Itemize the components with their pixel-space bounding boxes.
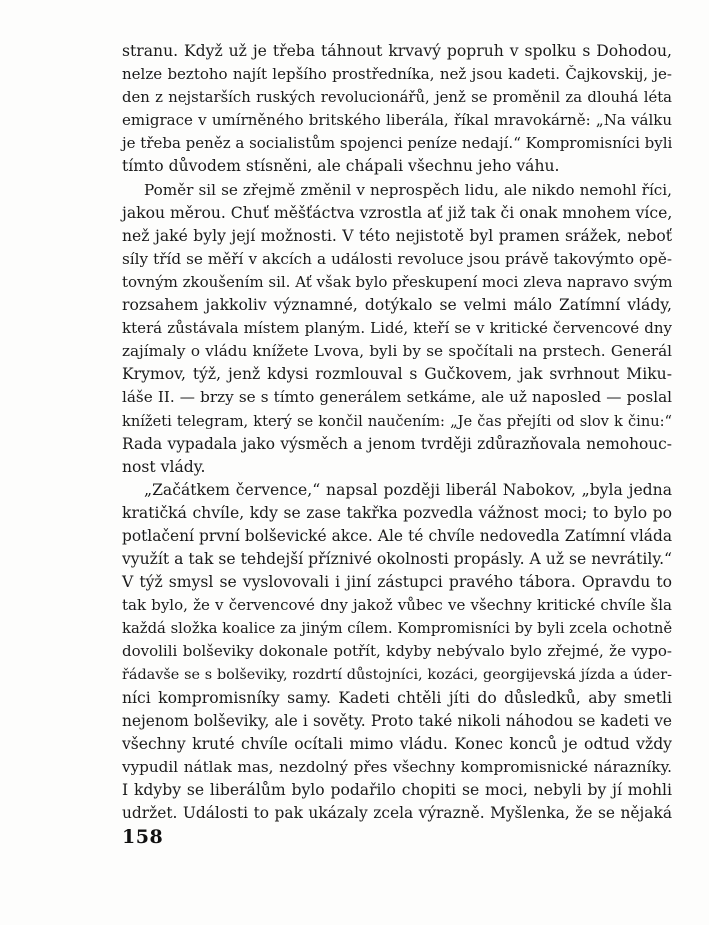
text-line: rozsahem jakkoliv významné, dotýkalo se velmi málo Zatímní vlády, [122,296,672,315]
text-line: vypudil nátlak mas, nezdolný přes všechny kompromisnické nárazníky. [122,757,672,776]
text-line: řádavše se s bolševiky, rozdrtí důstojníci, kozáci, georgijevská jízda a úder- [122,666,672,683]
text-line: nelze beztoho najít lepšího prostředníka, než jsou kadeti. Čajkovskij, je- [122,65,672,84]
text-line: síly tříd se měří v akcích a události revoluce jsou právě takovýmto opě- [122,249,672,268]
body-text [122,40,672,825]
text-line: je třeba peněz a socialistům spojenci peníze nedají.“ Kompromisníci byli [122,134,673,153]
text-line: Rada vypadala jako výsměch a jenom tvrději zdůrazňovala nemohouc- [122,434,672,453]
page-number: 158 [122,826,164,848]
text-line: tak bylo, že v červencové dny jakož vůbec ve všechny kritické chvíle šla [122,596,672,615]
text-line: láše II. — brzy se s tímto generálem setkáme, ale už naposled — poslal [122,388,672,407]
text-line: jakou měrou. Chuť měšťáctva vzrostla ať již tak či onak mnohem více, [122,203,673,222]
text-line: kratičká chvíle, kdy se zase takřka pozvedla vážnost moci; to bylo po [122,503,672,522]
text-line: emigrace v umírněného britského liberála, říkal mravokárně: „Na válku [122,111,672,130]
text-line: všechny kruté chvíle ocítali mimo vládu. Konec konců je odtud vždy [122,734,672,753]
text-line: využít a tak se tehdejší příznivé okolnosti propásly. A už se nevrátily.“ [122,550,672,569]
text-line: V týž smysl se vyslovovali i jiní zástupci pravého tábora. Opravdu to [122,573,672,592]
text-line: dovolili bolševiky dokonale potřít, kdyby nebývalo bylo zřejmé, že vypo- [122,642,672,661]
text-line: Krymov, týž, jenž kdysi rozmlouval s Gučkovem, jak svrhnout Miku- [122,365,672,384]
text-line: než jaké byly její možnosti. V této nejistotě byl pramen srážek, neboť [122,226,672,245]
text-line: I kdyby se liberálům bylo podařilo chopiti se moci, nebyli by jí mohli [122,781,672,799]
text-line: nejenom bolševiky, ale i sověty. Proto také nikoli náhodou se kadeti ve [122,711,672,730]
text-line: tímto důvodem stísněni, ale chápali všechnu jeho váhu. [122,157,560,176]
text-line: knížeti telegram, který se končil naučením: „Je čas přejíti od slov k činu:“ [122,412,672,430]
text-line: den z nejstarších ruských revolucionářů, jenž se proměnil za dlouhá léta [122,89,672,107]
text-line: stranu. Když už je třeba táhnout krvavý popruh v spolku s Dohodou, [122,42,672,60]
text-line: Poměr sil se zřejmě změnil v neprospěch lidu, ale nikdo nemohl říci, [144,180,672,199]
text-line: „Začátkem července,“ napsal později liberál Nabokov, „byla jedna [144,480,672,499]
text-line: nost vlády. [122,457,206,476]
text-line: potlačení první bolševické akce. Ale té chvíle nedovedla Zatímní vláda [122,526,672,545]
text-line: každá složka koalice za jiným cílem. Kompromisníci by byli zcela ochotně [122,620,673,638]
text-line: níci kompromisníky samy. Kadeti chtěli jíti do důsledků, aby smetli [122,688,672,707]
text-line: která zůstávala místem planým. Lidé, kteří se v kritické červencové dny [122,319,672,338]
text-line: udržet. Události to pak ukázaly zcela výrazně. Myšlenka, že se nějaká [122,804,672,823]
text-line: tovným zkoušením sil. Ať však bylo přeskupení moci zleva napravo svým [122,272,673,291]
text-line: zajímaly o vládu knížete Lvova, byli by se spočítali na prstech. Generál [122,342,672,361]
